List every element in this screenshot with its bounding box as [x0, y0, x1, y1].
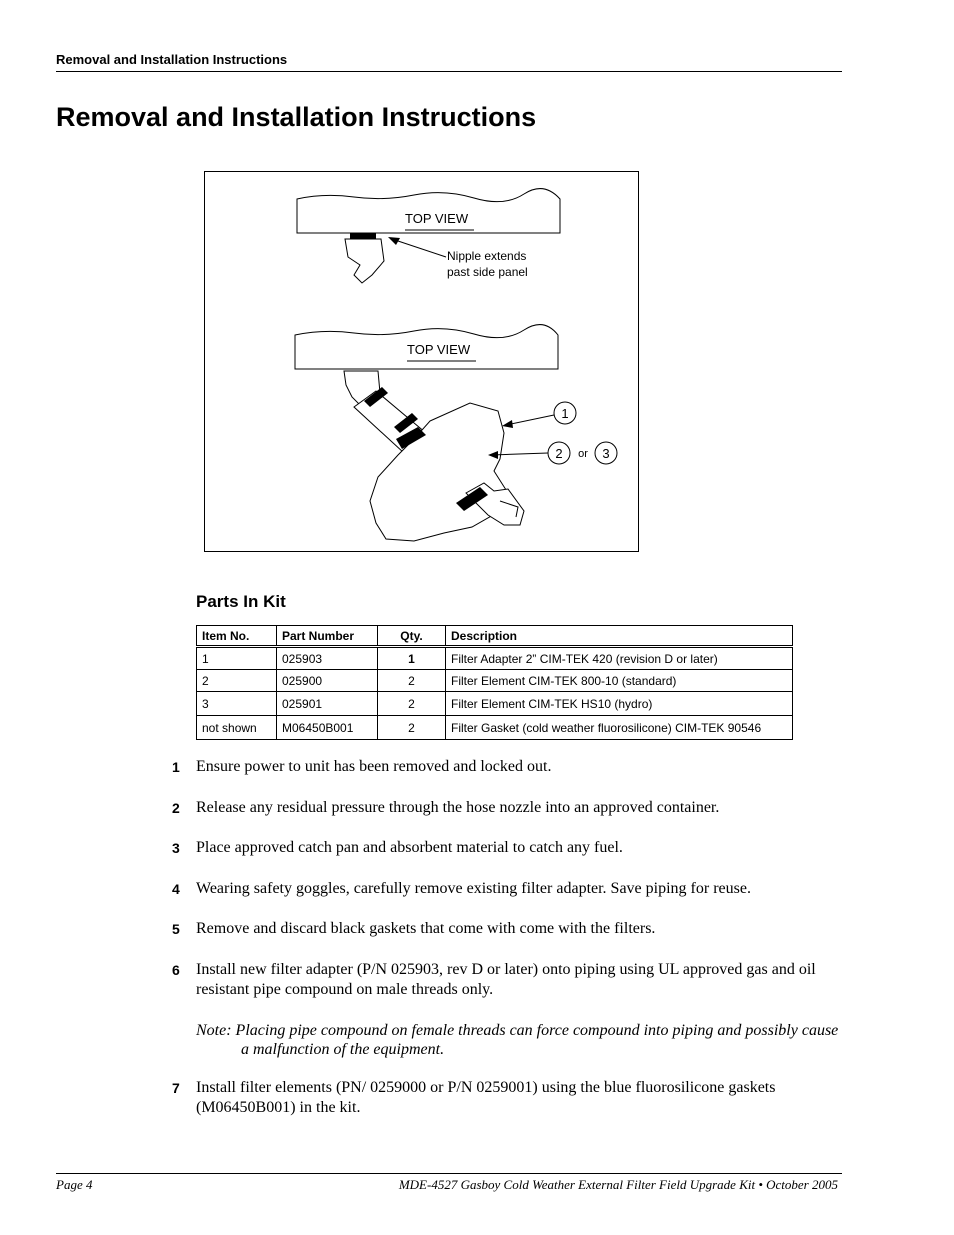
step-number: 1 — [172, 759, 180, 775]
qty-cell: 1 — [378, 647, 446, 670]
column-header-item-no: Item No. — [197, 626, 277, 647]
step-1 — [172, 757, 846, 777]
nipple-1 — [350, 233, 376, 239]
table-row — [197, 670, 793, 692]
qty-cell: 2 — [378, 716, 446, 740]
column-header-description: Description — [446, 626, 793, 647]
step-text: Install new filter adapter (P/N 025903, rev D or later) onto piping using UL approved gas and oil resistant pipe compound on male threads only. — [196, 961, 816, 998]
step-7 — [172, 1078, 846, 1118]
page-title: Removal and Installation Instructions — [56, 102, 537, 132]
step-text: Wearing safety goggles, carefully remove existing filter adapter. Save piping for reuse. — [196, 880, 751, 897]
nipple-callout-line2: past side panel — [447, 265, 528, 279]
step-number: 7 — [172, 1080, 180, 1096]
table-row — [197, 716, 793, 740]
callout-2: 2 — [555, 446, 563, 461]
qty-cell: 2 — [378, 670, 446, 692]
part-number-cell: M06450B001 — [277, 716, 378, 740]
item-no-cell: 1 — [197, 647, 277, 670]
item-no-cell: 3 — [197, 692, 277, 716]
running-head: Removal and Installation Instructions — [56, 52, 288, 67]
filter-installation-figure — [204, 171, 639, 552]
step-6 — [172, 960, 846, 1000]
step-4 — [172, 879, 846, 899]
table-row — [197, 692, 793, 716]
callout-1: 1 — [561, 406, 569, 421]
description-cell: Filter Element CIM-TEK 800-10 (standard) — [446, 670, 793, 692]
column-header-part-number: Part Number — [277, 626, 378, 647]
step-5 — [172, 919, 846, 939]
note: Note: Placing pipe compound on female threads can force compound into piping and possibly cause a malfunction of the equipment. — [196, 1022, 839, 1058]
figure-svg — [204, 171, 639, 552]
step-text: Install filter elements (PN/ 0259000 or P/N 0259001) using the blue fluorosilicone gaskets (M06450B001) in the kit. — [196, 1079, 776, 1116]
item-no-cell: not shown — [197, 716, 277, 740]
step-text: Place approved catch pan and absorbent material to catch any fuel. — [196, 839, 623, 856]
top-view-label-2: TOP VIEW — [407, 342, 471, 357]
step-number: 6 — [172, 962, 180, 978]
step-text: Release any residual pressure through the hose nozzle into an approved container. — [196, 799, 720, 816]
column-header-qty: Qty. — [378, 626, 446, 647]
step-2 — [172, 798, 846, 818]
table-header-row — [197, 626, 793, 647]
footer-rule — [56, 1173, 842, 1174]
description-cell: Filter Element CIM-TEK HS10 (hydro) — [446, 692, 793, 716]
item-no-cell: 2 — [197, 670, 277, 692]
step-number: 5 — [172, 921, 180, 937]
table-row — [197, 647, 793, 670]
part-number-cell: 025901 — [277, 692, 378, 716]
qty-cell: 2 — [378, 692, 446, 716]
part-number-cell: 025900 — [277, 670, 378, 692]
step-text: Ensure power to unit has been removed and locked out. — [196, 758, 552, 775]
part-number-cell: 025903 — [277, 647, 378, 670]
nipple-callout-line1: Nipple extends — [447, 249, 527, 263]
parts-in-kit-heading: Parts In Kit — [196, 592, 286, 611]
document-footer: MDE-4527 Gasboy Cold Weather External Filter Field Upgrade Kit • October 2005 — [398, 1177, 838, 1192]
callout-or: or — [578, 448, 588, 460]
step-number: 3 — [172, 840, 180, 856]
top-view-label-1: TOP VIEW — [405, 211, 469, 226]
page-number: Page 4 — [56, 1177, 93, 1192]
step-text: Remove and discard black gaskets that come with come with the filters. — [196, 920, 656, 937]
step-number: 4 — [172, 881, 180, 897]
step-3 — [172, 838, 846, 858]
step-number: 2 — [172, 800, 180, 816]
header-rule — [56, 71, 842, 72]
parts-table — [196, 625, 793, 740]
callout-3: 3 — [602, 446, 610, 461]
description-cell: Filter Adapter 2” CIM-TEK 420 (revision D or later) — [446, 647, 793, 670]
description-cell: Filter Gasket (cold weather fluorosilicone) CIM-TEK 90546 — [446, 716, 793, 740]
